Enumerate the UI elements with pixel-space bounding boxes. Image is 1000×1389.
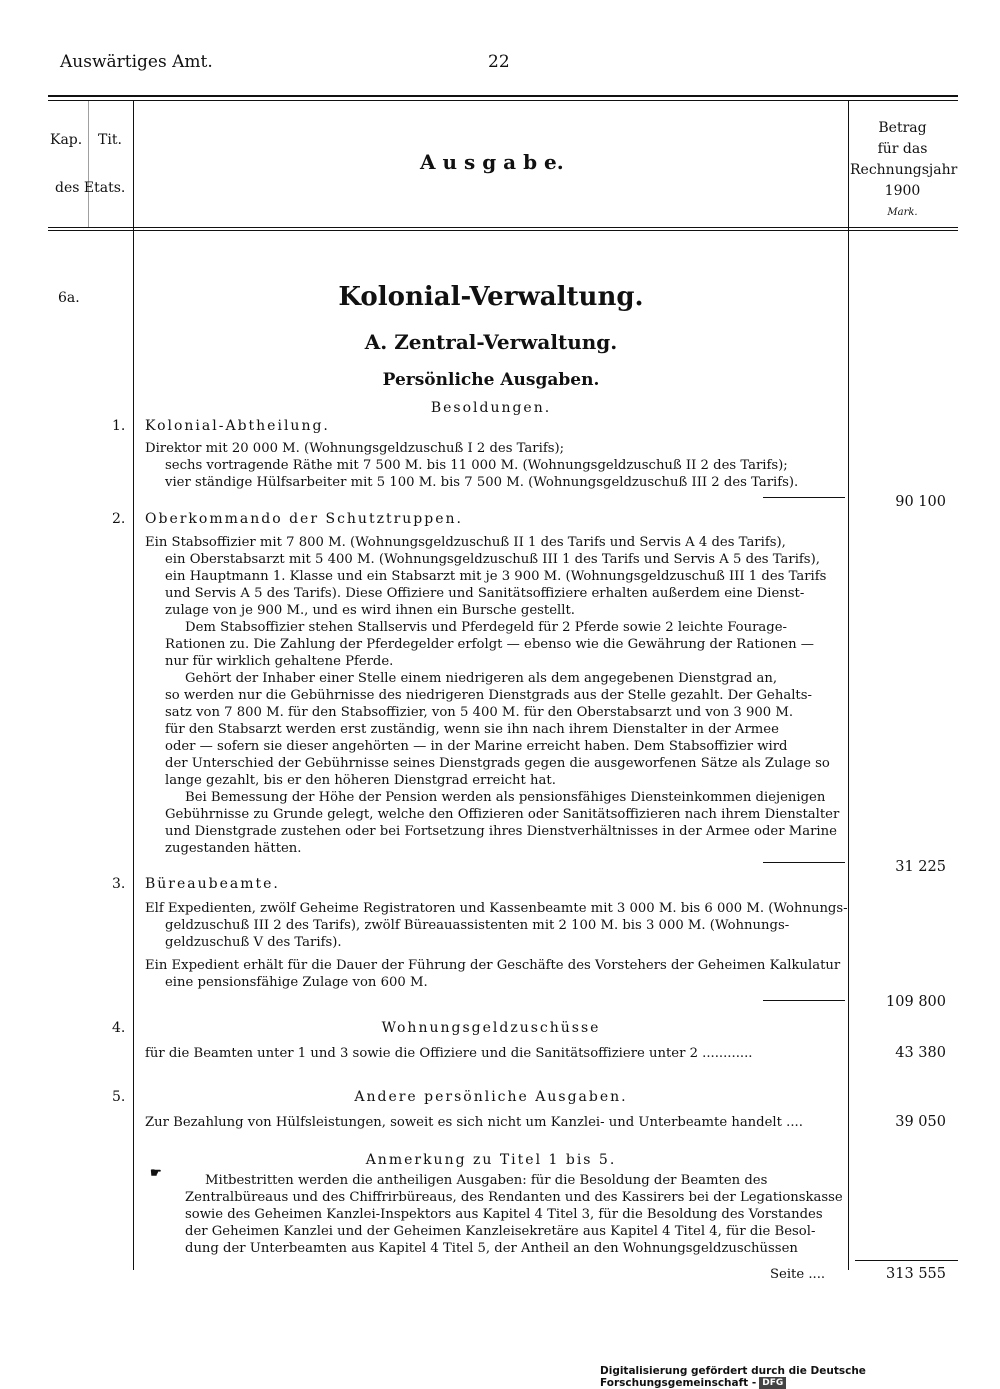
seite-total: 313 555 <box>886 1266 946 1282</box>
section-title: Kolonial-Verwaltung. <box>338 282 644 312</box>
col-divider-betrag <box>848 100 849 1270</box>
top-rule-1 <box>48 95 958 97</box>
text-line: Gehört der Inhaber einer Stelle einem niedrigeren als dem angegebenen Dienstgrad an, <box>185 671 778 686</box>
title-3-amount: 109 800 <box>886 994 946 1010</box>
top-rule-2 <box>48 100 958 101</box>
text-line: lange gezahlt, bis er den höheren Dienstgrad erreicht hat. <box>165 773 556 788</box>
text-line: Gebührnisse zu Grunde gelegt, welche den Offizieren oder Sanitätsoffizieren nach ihrem Dienstalter <box>165 807 840 822</box>
seite-label: Seite .... <box>770 1267 826 1282</box>
text-line: und Dienstgrade zustehen oder bei Fortsetzung ihres Dienstverhältnisses in der Armee oder Marine <box>165 824 837 839</box>
pointing-hand-icon: ☛ <box>150 1166 162 1181</box>
ausgabe-header: A u s g a b e. <box>420 150 564 174</box>
text-line: Bei Bemessung der Höhe der Pension werden als pensionsfähiges Diensteinkommen diejenigen <box>185 790 826 805</box>
title-4-amount: 43 380 <box>895 1045 946 1061</box>
title-4-heading: Wohnungsgeldzuschüsse <box>381 1020 601 1036</box>
anmerkung-heading: Anmerkung zu Titel 1 bis 5. <box>365 1152 617 1168</box>
text-line: Ein Stabsoffizier mit 7 800 M. (Wohnungsgeldzuschuß II 1 des Tarifs und Servis A 4 des Tarifs), <box>145 535 786 550</box>
total-rule <box>855 1260 958 1261</box>
title-4-text <box>145 1045 752 1062</box>
text-line: geldzuschuß V des Tarifs). <box>165 935 342 950</box>
title-1-heading: Kolonial-Abtheilung. <box>145 418 330 434</box>
title-5-amount: 39 050 <box>895 1114 946 1130</box>
text-line: für die Beamten unter 1 und 3 sowie die Offiziere und die Sanitätsoffiziere unter 2 ............ <box>145 1046 753 1061</box>
text-line: so werden nur die Gebührnisse des niedrigeren Dienstgrads aus der Stelle gezahlt. Der Gehalts- <box>165 688 812 703</box>
text-line: nur für wirklich gehaltene Pferde. <box>165 654 394 669</box>
subsection-title: A. Zentral-Verwaltung. <box>364 330 618 354</box>
header-bottom-rule <box>48 227 958 228</box>
text-line: und Servis A 5 des Tarifs). Diese Offiziere und Sanitätsoffiziere erhalten außerdem eine Dienst- <box>165 586 805 601</box>
text-line: eine pensionsfähige Zulage von 600 M. <box>165 975 428 990</box>
title-1-amount: 90 100 <box>895 494 946 510</box>
des-etats-header: des Etats. <box>55 180 126 196</box>
text-line: Ein Expedient erhält für die Dauer der Führung der Geschäfte des Vorstehers der Geheimen Kalkulatur <box>145 958 841 973</box>
text-line: oder — sofern sie dieser angehörten — in der Marine erreicht haben. Dem Stabsoffizier wird <box>165 739 788 754</box>
text-line: der Unterschied der Gebührnisse seines Dienstgrads gegen die ausgeworfenen Sätze als Zulage so <box>165 756 830 771</box>
title-5-heading: Andere persönliche Ausgaben. <box>354 1089 628 1105</box>
col-divider-kap <box>88 100 89 228</box>
title-2-text <box>145 534 839 857</box>
title-1-text <box>145 440 798 491</box>
title-5-text <box>145 1114 803 1131</box>
title-1-number: 1. <box>112 418 126 434</box>
running-head: Auswärtiges Amt. <box>60 52 213 72</box>
footer-text: Digitalisierung gefördert durch die Deutsche Forschungsgemeinschaft - <box>600 1365 866 1389</box>
text-line: der Geheimen Kanzlei und der Geheimen Kanzleisekretäre aus Kapitel 4 Titel 4, für die Besol- <box>185 1224 816 1239</box>
betrag-line-4: 1900 <box>884 183 921 199</box>
dfg-logo: DFG <box>759 1377 786 1389</box>
personal-title: Persönliche Ausgaben. <box>382 370 600 390</box>
title-3-number: 3. <box>112 876 126 892</box>
text-line: sowie des Geheimen Kanzlei-Inspektors aus Kapitel 4 Titel 3, für die Besoldung des Vorstandes <box>185 1207 823 1222</box>
text-line: Zentralbüreaus und des Chiffrirbüreaus, des Rendanten und des Kassirers bei der Legationskasse <box>185 1190 843 1205</box>
title-2-heading: Oberkommando der Schutztruppen. <box>145 511 463 527</box>
title-2-number: 2. <box>112 511 126 527</box>
header-bottom-rule-2 <box>48 230 958 231</box>
subtotal-rule <box>763 1000 845 1001</box>
betrag-line-3: Rechnungsjahr <box>850 162 958 178</box>
text-line: ein Hauptmann 1. Klasse und ein Stabsarzt mit je 3 900 M. (Wohnungsgeldzuschuß III 1 des Tarifs <box>165 569 827 584</box>
text-line: Direktor mit 20 000 M. (Wohnungsgeldzuschuß I 2 des Tarifs); <box>145 441 565 456</box>
besoldungen-heading: Besoldungen. <box>430 400 552 416</box>
text-line: Mitbestritten werden die antheiligen Ausgaben: für die Besoldung der Beamten des <box>205 1173 768 1188</box>
subtotal-rule <box>763 862 845 863</box>
betrag-line-1: Betrag <box>878 120 927 136</box>
anmerkung-text <box>185 1172 843 1257</box>
kap-number: 6a. <box>58 290 80 306</box>
page-number: 22 <box>488 52 510 72</box>
text-line: zugestanden hätten. <box>165 841 302 856</box>
text-line: Rationen zu. Die Zahlung der Pferdegelder erfolgt — ebenso wie die Gewährung der Rationen — <box>165 637 814 652</box>
title-2-amount: 31 225 <box>895 859 946 875</box>
text-line: vier ständige Hülfsarbeiter mit 5 100 M. bis 7 500 M. (Wohnungsgeldzuschuß III 2 des Tarifs). <box>165 475 799 490</box>
text-line: zulage von je 900 M., und es wird ihnen ein Bursche gestellt. <box>165 603 575 618</box>
title-4-number: 4. <box>112 1020 126 1036</box>
subtotal-rule <box>763 497 845 498</box>
tit-header: Tit. <box>98 132 122 148</box>
betrag-line-2: für das <box>877 141 928 157</box>
betrag-header <box>850 118 958 223</box>
title-3-heading: Büreaubeamte. <box>145 876 280 892</box>
text-line: geldzuschuß III 2 des Tarifs), zwölf Büreauassistenten mit 2 100 M. bis 3 000 M. (Wohnungs- <box>165 918 790 933</box>
text-line: sechs vortragende Räthe mit 7 500 M. bis 11 000 M. (Wohnungsgeldzuschuß II 2 des Tarifs); <box>165 458 788 473</box>
text-line: für den Stabsarzt werden erst zuständig, wenn sie ihn nach ihrem Dienstalter in der Armee <box>165 722 779 737</box>
text-line: dung der Unterbeamten aus Kapitel 4 Titel 5, der Antheil an den Wohnungsgeldzuschüssen <box>185 1241 798 1256</box>
text-line: Elf Expedienten, zwölf Geheime Registratoren und Kassenbeamte mit 3 000 M. bis 6 000 M. (Wohnungs- <box>145 901 848 916</box>
text-line: satz von 7 800 M. für den Stabsoffizier, von 5 400 M. für den Oberstabsarzt und von 3 900 M. <box>165 705 794 720</box>
betrag-line-5: Mark. <box>887 207 918 218</box>
title-5-number: 5. <box>112 1089 126 1105</box>
title-3-text <box>145 900 848 991</box>
text-line: Dem Stabsoffizier stehen Stallservis und Pferdegeld für 2 Pferde sowie 2 leichte Fourage- <box>185 620 787 635</box>
text-line: ein Oberstabsarzt mit 5 400 M. (Wohnungsgeldzuschuß III 1 des Tarifs und Servis A 5 des Tarifs), <box>165 552 820 567</box>
text-line: Zur Bezahlung von Hülfsleistungen, soweit es sich nicht um Kanzlei- und Unterbeamte handelt .... <box>145 1115 803 1130</box>
footer-credit <box>600 1365 1000 1389</box>
kap-header: Kap. <box>50 132 83 148</box>
